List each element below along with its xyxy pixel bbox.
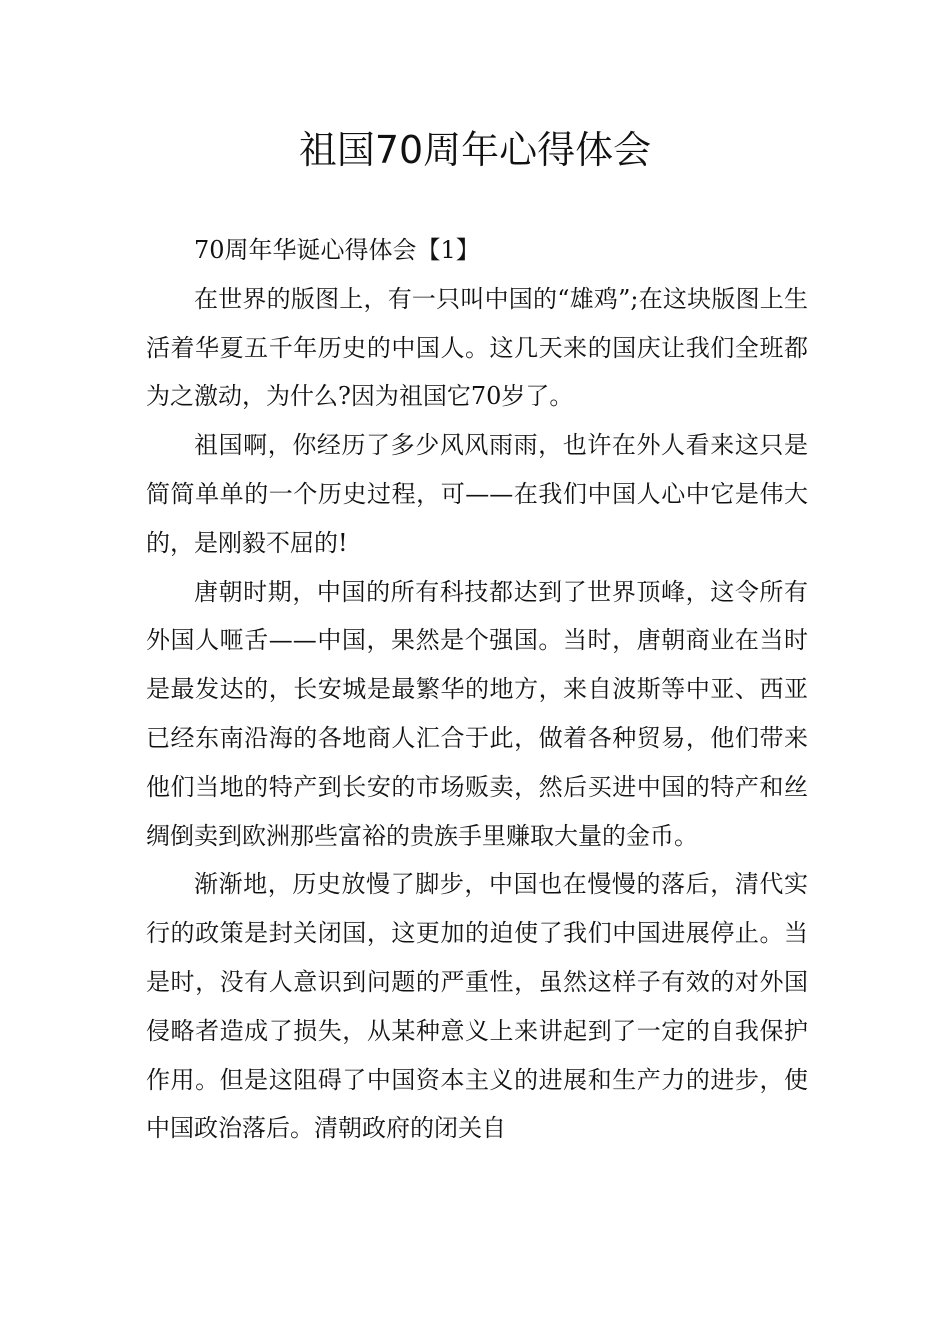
section-subheading: 70周年华诞心得体会【1】 xyxy=(194,236,480,264)
paragraph-4: 渐渐地，历史放慢了脚步，中国也在慢慢的落后，清代实行的政策是封关闭国，这更加的迫使了我们中国进展停止。当是时，没有人意识到问题的严重性，虽然这样子有效的对外国侵略者造成了损失，从某种意义上来讲起到了一定的自我保护作用。但是这阻碍了中国资本主义的进展和生产力的进步，使中国政治落后。清朝政府的闭关自 xyxy=(146,870,808,1143)
paragraph-3: 唐朝时期，中国的所有科技都达到了世界顶峰，这令所有外国人咂舌——中国，果然是个强国。当时，唐朝商业在当时是最发达的，长安城是最繁华的地方，来自波斯等中亚、西亚已经东南沿海的各地商人汇合于此，做着各种贸易，他们带来他们当地的特产到长安的市场贩卖，然后买进中国的特产和丝绸倒卖到欧洲那些富裕的贵族手里赚取大量的金币。 xyxy=(146,577,808,850)
paragraph-2: 祖国啊，你经历了多少风风雨雨，也许在外人看来这只是简简单单的一个历史过程，可——在我们中国人心中它是伟大的，是刚毅不屈的! xyxy=(146,431,808,557)
paragraph-1: 在世界的版图上，有一只叫中国的“雄鸡”;在这块版图上生活着华夏五千年历史的中国人。这几天来的国庆让我们全班都为之激动，为什么?因为祖国它70岁了。 xyxy=(146,284,808,411)
document-title: 祖国70周年心得体会 xyxy=(298,128,652,172)
document-body xyxy=(146,226,808,1153)
